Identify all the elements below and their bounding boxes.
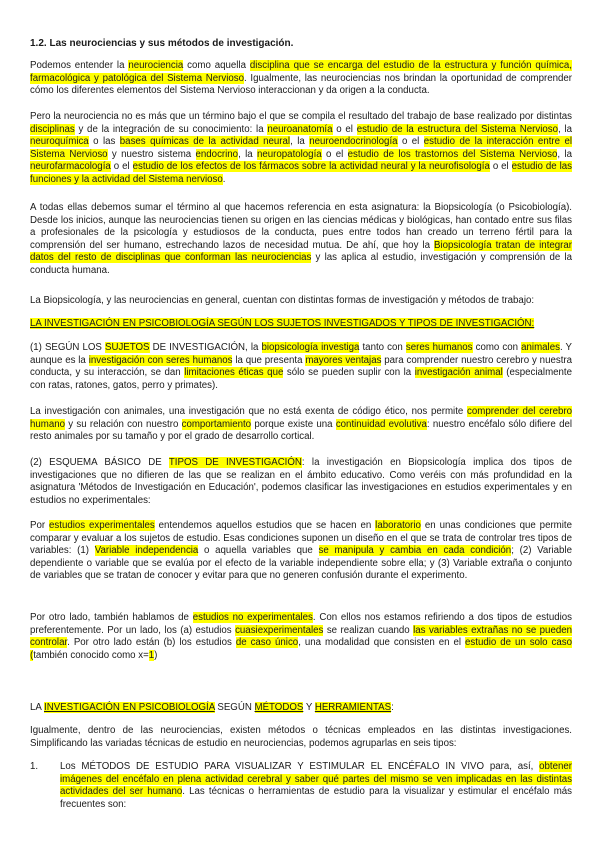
highlight: investigación con seres humanos <box>88 354 233 366</box>
highlight: Variable independencia <box>94 545 199 557</box>
text: la que presenta <box>232 354 306 366</box>
text: ) <box>154 649 158 661</box>
text: : la investigación en Biopsicología implica dos tipos de investigaciones que no difieren de las que se realizan en el ámbito educativo. Como veréis con más profundidad en la asignatura 'Métodos de Investigación en Educación', podemos clasificar las investigaciones en estudios experimentales y en estudios no experimentales: <box>30 457 573 506</box>
highlight: investigación animal <box>414 367 503 379</box>
paragraph-animal-research <box>30 406 572 444</box>
text: porque existe una <box>251 418 336 430</box>
text: Podemos entender la <box>30 60 129 71</box>
highlight: estudio de las funciones y la actividad del Sistema nervioso <box>30 161 572 185</box>
text: LA <box>30 702 45 713</box>
highlight: LA INVESTIGACIÓN EN PSICOBIOLOGÍA SEGÚN LOS SUJETOS INVESTIGADOS Y TIPOS DE INVESTIGACIÓN: <box>30 318 535 329</box>
text: Los MÉTODOS DE ESTUDIO PARA VISUALIZAR Y ESTIMULAR EL ENCÉFALO IN VIVO para, así, <box>60 761 540 772</box>
text: para comprender nuestro cerebro y nuestra conducta, y su interacción, se dan <box>30 354 572 379</box>
paragraph-subjects <box>30 342 572 392</box>
text: o el <box>397 136 424 148</box>
highlight: estudio de la estructura del Sistema Nervioso <box>356 123 558 135</box>
highlight: 1 <box>148 649 155 661</box>
text: Y <box>303 702 315 713</box>
highlight: seres humanos <box>405 342 473 353</box>
list-number: 1. <box>30 761 39 772</box>
highlight: SUJETOS <box>104 342 150 353</box>
highlight: neuropatología <box>257 148 322 160</box>
highlight: neuroquímica <box>30 136 89 148</box>
text: Por otro lado, también hablamos de <box>30 612 193 623</box>
highlight: mayores ventajas <box>305 354 382 366</box>
text: La investigación con animales, una investigación que no está exenta de código ético, nos permite <box>30 406 468 417</box>
highlight: biopsicología investiga <box>261 342 360 353</box>
highlight: continuidad evolutiva <box>335 418 427 430</box>
text: . Las técnicas o herramientas de estudio para la visualizar y estimular el encéfalo más frecuentes son: <box>60 786 572 810</box>
text: (especialmente con ratas, ratones, gatos, perro y primates). <box>30 367 572 391</box>
text: como con <box>472 342 522 353</box>
highlight: INVESTIGACIÓN EN PSICOBIOLOGÍA <box>44 702 215 713</box>
text: o aquella variables que <box>198 545 319 557</box>
text: entendemos aquellos estudios que se hacen en <box>154 520 376 531</box>
highlight: neurociencia <box>128 60 184 71</box>
text: : <box>391 702 394 713</box>
text: y su relación con nuestro <box>65 418 182 430</box>
highlight: comportamiento <box>181 418 252 430</box>
text: (2) ESQUEMA BÁSICO DE <box>30 457 169 468</box>
highlight: neuroanatomía <box>267 123 333 135</box>
text: , la <box>557 148 572 160</box>
highlight: cuasiexperimentales <box>235 624 324 636</box>
numbered-list-item <box>30 761 572 811</box>
text: A todas ellas debemos sumar el término al que hacemos referencia en esta asignatura: la Biopsicología (o Psicobiología). Desde los inicios, aunque las neurociencias tienen su origen en las ciencias médicas y biológicas, han contado entre sus filas a profesionales de la psicología y estudiosos de la conducta, pues entre todos han creado un terreno fértil para la comprensión del ser humano, estrechando lazos de necesidad mutua. De ahí, que hoy la <box>30 202 572 251</box>
paragraph-research-types <box>30 457 572 507</box>
highlight: animales <box>521 342 560 353</box>
text: o el <box>110 161 133 173</box>
highlight: estudios experimentales <box>49 520 155 531</box>
highlight: disciplinas <box>30 123 75 135</box>
text: , la <box>238 148 258 160</box>
text: (1) SEGÚN LOS <box>30 342 105 353</box>
highlight: MÉTODOS <box>254 702 304 713</box>
highlight: HERRAMIENTAS <box>314 702 392 713</box>
text: Por <box>30 520 50 531</box>
text: ; (2) Variable dependiente o variable que se evalúa por el efecto de la variable independiente sobre ella; y (3) Variable extraña o conjunto de variables que se tratan de conocer y evitar para que no generen confusión durante el experimento. <box>30 545 572 582</box>
text: o el <box>321 148 348 160</box>
text: en unas condiciones que permite comparar y evaluar a los sujetos de estudio. Esas condiciones suponen un diseño en el que se trata de controlar tres tipos de variables: (1) <box>30 520 572 557</box>
text: se realizan cuando <box>323 624 414 636</box>
highlight: neurofarmacología <box>30 161 111 173</box>
highlight: Biopsicología tratan de integrar datos del resto de disciplinas que conforman las neurociencias <box>30 239 572 264</box>
highlight: estudio de la interacción entre el Sistema Nervioso <box>30 136 572 160</box>
highlight: se manipula y cambia en cada condición <box>318 545 512 557</box>
section-title-subjects <box>30 318 572 331</box>
text: tanto con <box>359 342 406 353</box>
highlight: estudio de los trastornos del Sistema Nervioso <box>347 148 558 160</box>
highlight: laboratorio <box>375 520 421 531</box>
text: DE INVESTIGACIÓN, la <box>149 342 262 353</box>
highlight: limitaciones éticas que <box>184 367 284 379</box>
highlight: de caso único <box>235 637 299 649</box>
text: , una modalidad que consisten en el <box>298 637 466 649</box>
paragraph-methods-intro: La Biopsicología, y las neurociencias en general, cuentan con distintas formas de investigación y métodos de trabajo: <box>30 295 535 306</box>
paragraph-experimental-studies <box>30 520 572 583</box>
paragraph-biopsicologia <box>30 202 572 278</box>
highlight: disciplina que se encarga del estudio de la estructura y función química, farmacológica y patológica del Sistema Nervioso <box>30 60 572 84</box>
paragraph-non-experimental-studies <box>30 612 572 662</box>
section-heading: 1.2. Las neurociencias y sus métodos de investigación. <box>30 38 294 49</box>
highlight: las variables extrañas no se pueden controlar <box>30 624 572 649</box>
highlight: comprender del cerebro humano <box>30 406 572 430</box>
paragraph-neurociencia-definition <box>30 60 572 98</box>
section-title-methods <box>30 702 572 715</box>
text: , la <box>558 123 572 135</box>
text: . <box>222 173 226 185</box>
text: . Y aunque es la <box>30 342 573 366</box>
highlight: neuroendocrinología <box>309 136 398 148</box>
highlight: endocrino <box>195 148 239 160</box>
paragraph-methods-groups: Igualmente, dentro de las neurociencias, existen métodos o técnicas empleados en las distintas investigaciones. Simplificando las variadas técnicas de estudio en neurociencias, podemos agruparlas en seis tipos: <box>30 725 572 749</box>
text: SEGÚN <box>214 702 255 713</box>
text: como aquella <box>183 60 250 71</box>
text: Pero la neurociencia no es más que un término bajo el que se compila el resultado del trabajo de base realizado por distintas <box>30 111 572 122</box>
highlight: estudio de un solo caso ( <box>30 637 573 661</box>
highlight: obtener imágenes del encéfalo en plena actividad cerebral y saber qué partes del mismo se ven implicadas en las distintas actividades del ser humano <box>60 761 572 798</box>
text: . Igualmente, las neurociencias nos brindan la oportunidad de comprender cómo los diferentes elementos del Sistema Nervioso interaccionan y da origen a la conducta. <box>30 72 572 97</box>
highlight: bases químicas de la actividad neural <box>119 136 291 148</box>
highlight: TIPOS DE INVESTIGACIÓN <box>168 457 302 468</box>
text: , la <box>290 136 310 148</box>
highlight: estudios no experimentales <box>192 612 313 623</box>
text: sólo se pueden suplir con la <box>283 367 415 379</box>
text: y las aplica al estudio, investigación y comprensión de la conducta humana. <box>30 252 572 276</box>
text: . Con ellos nos estamos refiriendo a dos tipos de estudios preferentemente. Por un lado, los (a) estudios <box>30 612 573 636</box>
text: . Por otro lado están (b) los estudios <box>67 637 236 649</box>
text: o el <box>332 123 357 135</box>
text: o las <box>88 136 120 148</box>
paragraph-disciplines <box>30 111 572 187</box>
text: : nuestro encéfalo sólo difiere del resto animales por su tamaño y por el grado de desarrollo cortical. <box>30 418 573 443</box>
text: y de la integración de su conocimiento: la <box>74 123 268 135</box>
text: o el <box>489 161 512 173</box>
text: y nuestro sistema <box>107 148 196 160</box>
text: también conocido como x= <box>33 649 149 661</box>
highlight: estudio de los efectos de los fármacos sobre la actividad neural y la neurofisología <box>132 161 490 173</box>
